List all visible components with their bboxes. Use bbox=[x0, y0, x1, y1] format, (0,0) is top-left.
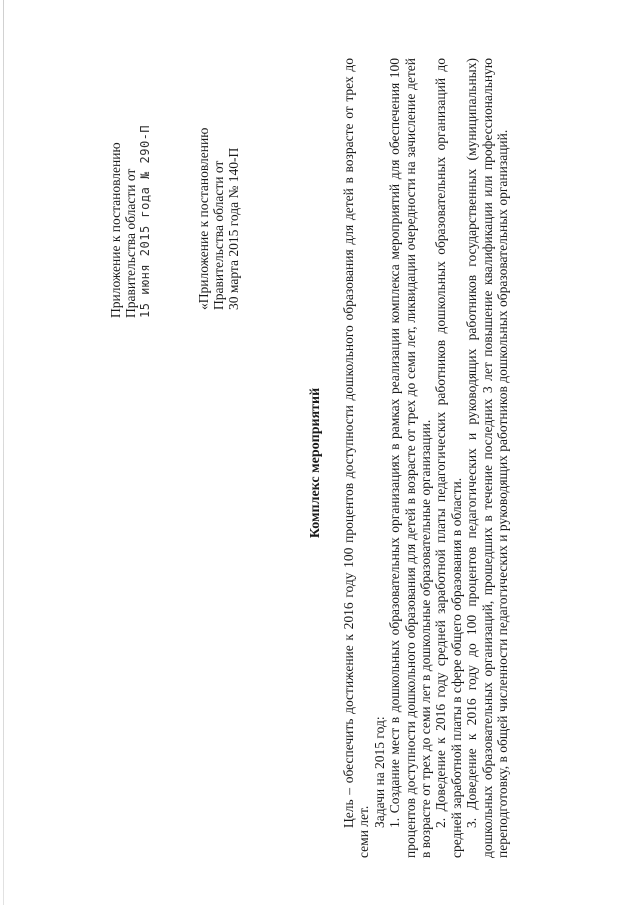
appendix-reference bbox=[196, 128, 241, 310]
document-title: Комплекс мероприятий bbox=[308, 387, 323, 539]
task-2-paragraph: 2. Доведение к 2016 году средней заработной платы педагогических работников дошкольных образовательных организаций до средней заработной платы в сфере общего образования в области. bbox=[433, 58, 464, 858]
document-body bbox=[341, 58, 510, 858]
appendix-line-3: 30 марта 2015 года № 140-П bbox=[226, 147, 241, 310]
task-1-paragraph: 1. Создание мест в дошкольных образовательных организациях в рамках реализации комплекса мероприятий для обеспечения 100 процентов доступности дошкольного образования для детей в возрасте от трех до семи лет, ликвидации очередности на зачисление детей в возрасте от трех до семи лет в дошкольные образовательные организации. bbox=[387, 58, 434, 858]
task-3-paragraph: 3. Доведение к 2016 году до 100 процентов педагогических и руководящих работников государственных (муниципальных) дошкольных образовательных организаций, прошедших в течение последних 3 лет повышение квалификации или профессиональную переподготовку, в общей численности педагогических и руководящих работников дошкольных образовательных организаций. bbox=[464, 58, 511, 858]
tasks-heading: Задачи на 2015 год: bbox=[371, 716, 387, 828]
stamp-line-3: 15 июня 2015 года № 290-П bbox=[138, 124, 152, 318]
rotated-document-content bbox=[0, 48, 600, 878]
goal-paragraph: Цель – обеспечить достижение к 2016 году 100 процентов доступности дошкольного образования для детей в возрасте от трех до семи лет. bbox=[341, 58, 372, 858]
stamp-line-2: Правительства области от bbox=[123, 168, 138, 318]
stamp-line-1: Приложение к постановлению bbox=[108, 142, 123, 318]
appendix-line-1: «Приложение к постановлению bbox=[196, 127, 211, 310]
amendment-stamp bbox=[108, 125, 153, 318]
appendix-line-2: Правительства области от bbox=[211, 160, 226, 310]
